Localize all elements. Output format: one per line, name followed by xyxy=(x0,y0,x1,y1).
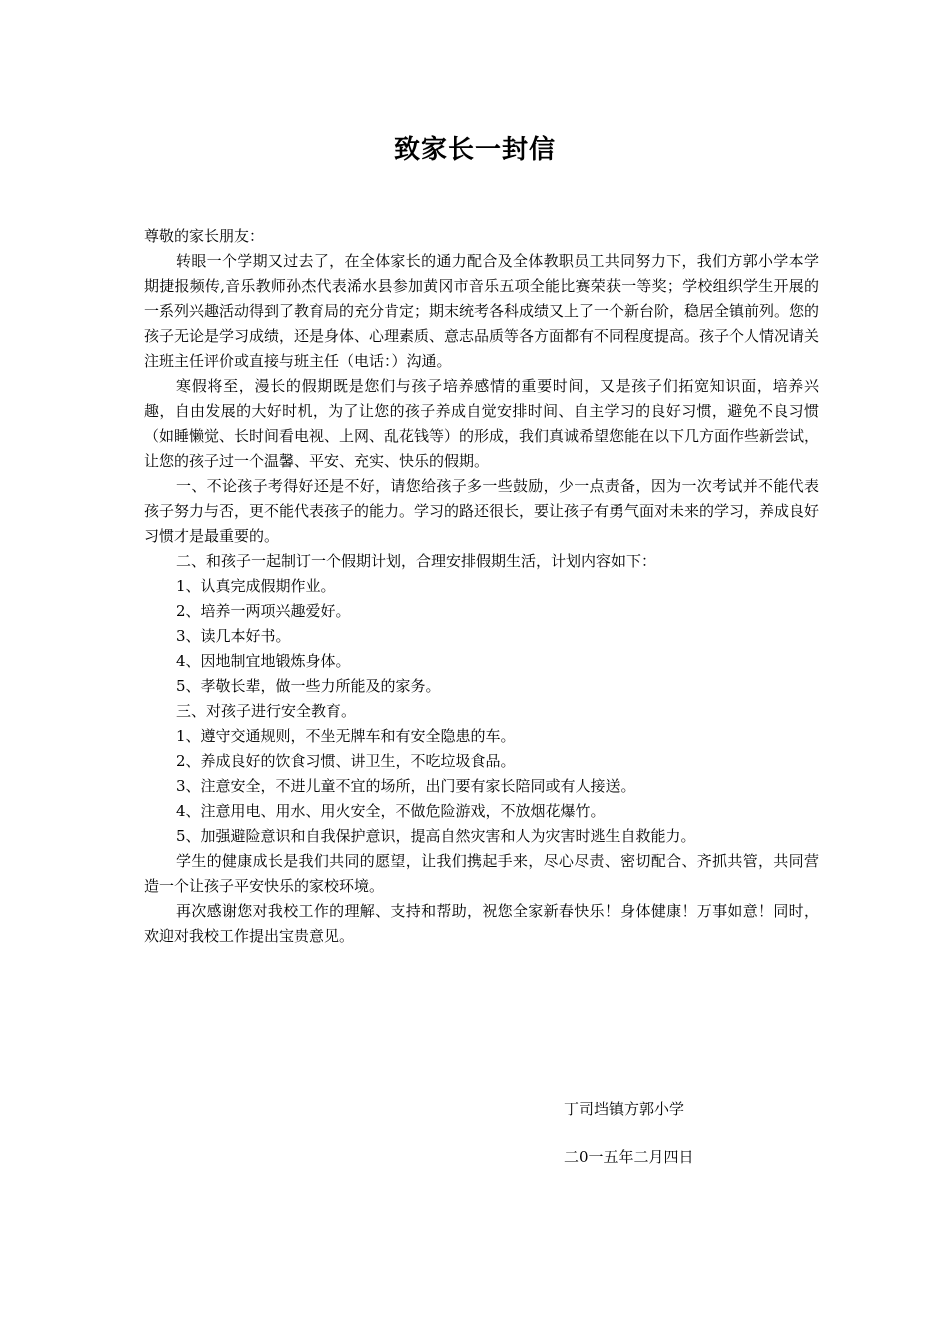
signature-school: 丁司垱镇方郭小学 xyxy=(564,1100,685,1118)
paragraph-closing: 学生的健康成长是我们共同的愿望，让我们携起手来，尽心尽责、密切配合、齐抓共管，共同营造一个让孩子平安快乐的家校环境。 xyxy=(144,852,819,895)
safety-item: 1、遵守交通规则，不坐无牌车和有安全隐患的车。 xyxy=(176,727,516,745)
paragraph-point-two: 二、和孩子一起制订一个假期计划，合理安排假期生活，计划内容如下： xyxy=(176,552,657,570)
signature-date: 二0一五年二月四日 xyxy=(564,1148,694,1166)
safety-item: 3、注意安全，不进儿童不宜的场所，出门要有家长陪同或有人接送。 xyxy=(176,777,636,795)
letter-body xyxy=(144,224,819,949)
safety-item: 4、注意用电、用水、用火安全，不做危险游戏，不放烟花爆竹。 xyxy=(176,802,606,820)
plan-item: 1、认真完成假期作业。 xyxy=(176,577,336,595)
plan-item: 2、培养一两项兴趣爱好。 xyxy=(176,602,351,620)
paragraph-point-three: 三、对孩子进行安全教育。 xyxy=(176,702,357,720)
safety-item: 5、加强避险意识和自我保护意识，提高自然灾害和人为灾害时逃生自救能力。 xyxy=(176,827,696,845)
paragraph-holiday: 寒假将至，漫长的假期既是您们与孩子培养感情的重要时间，又是孩子们拓宽知识面，培养兴趣，自由发展的大好时机，为了让您的孩子养成自觉安排时间、自主学习的良好习惯，避免不良习惯（如睡懒觉、长时间看电视、上网、乱花钱等）的形成，我们真诚希望您能在以下几方面作些新尝试，让您的孩子过一个温馨、平安、充实、快乐的假期。 xyxy=(144,377,820,470)
plan-item: 3、读几本好书。 xyxy=(176,627,291,645)
paragraph-intro: 转眼一个学期又过去了，在全体家长的通力配合及全体教职员工共同努力下，我们方郭小学本学期捷报频传,音乐教师孙杰代表浠水县参加黄冈市音乐五项全能比赛荣获一等奖；学校组织学生开展的一系列兴趣活动得到了教育局的充分肯定；期末统考各科成绩又上了一个新台阶，稳居全镇前列。您的孩子无论是学习成绩，还是身体、心理素质、意志品质等各方面都有不同程度提高。孩子个人情况请关注班主任评价或直接与班主任（电话：）沟通。 xyxy=(144,252,820,370)
plan-item: 4、因地制宜地锻炼身体。 xyxy=(176,652,351,670)
plan-item: 5、孝敬长辈，做一些力所能及的家务。 xyxy=(176,677,441,695)
paragraph-point-one: 一、不论孩子考得好还是不好，请您给孩子多一些鼓励，少一点责备，因为一次考试并不能代表孩子努力与否，更不能代表孩子的能力。学习的路还很长，要让孩子有勇气面对未来的学习，养成良好习惯才是最重要的。 xyxy=(144,477,820,545)
greeting: 尊敬的家长朋友： xyxy=(144,227,265,245)
safety-item: 2、养成良好的饮食习惯、讲卫生，不吃垃圾食品。 xyxy=(176,752,516,770)
paragraph-thanks: 再次感谢您对我校工作的理解、支持和帮助，祝您全家新春快乐！身体健康！万事如意！同时，欢迎对我校工作提出宝贵意见。 xyxy=(144,902,819,945)
letter-title: 致家长一封信 xyxy=(393,135,556,165)
